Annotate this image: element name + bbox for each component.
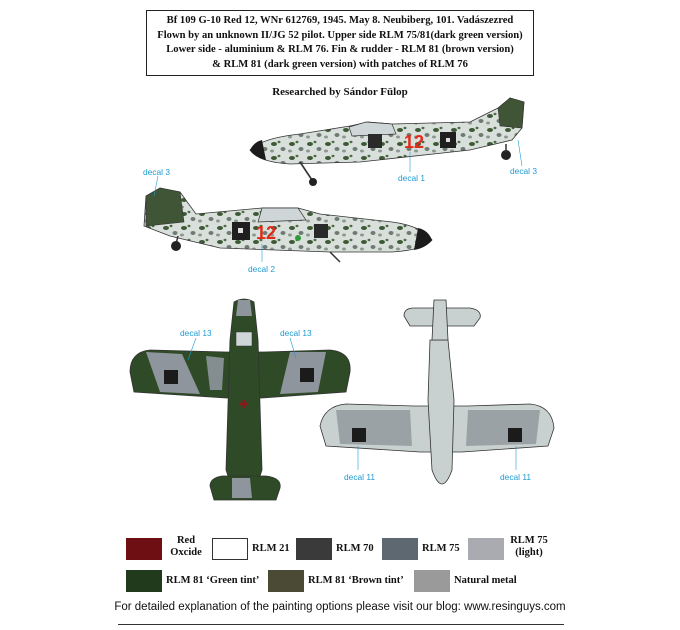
side-profile-lower — [144, 176, 432, 262]
label-rlm-21: RLM 21 — [252, 543, 290, 554]
swatch-rlm-21 — [212, 538, 248, 560]
label-rlm-81-brown: RLM 81 ‘Brown tint’ — [308, 575, 404, 586]
decal-11-label-right: decal 11 — [500, 472, 532, 482]
swatch-rlm-75-light — [468, 538, 504, 560]
label-rlm-81-green: RLM 81 ‘Green tint’ — [166, 575, 260, 586]
label-rlm-75: RLM 75 — [422, 543, 460, 554]
label-red-oxide: Red Oxcide — [170, 535, 202, 558]
decal-2-label: decal 2 — [248, 264, 276, 274]
decal-13-label-left: decal 13 — [180, 328, 212, 338]
swatch-red-oxide — [126, 538, 162, 560]
researched-by: Researched by Sándor Fülop — [272, 86, 408, 98]
decal-3-label-left: decal 3 — [143, 167, 171, 177]
label-natural-metal: Natural metal — [454, 575, 517, 586]
decal-1-label: decal 1 — [398, 173, 426, 183]
swatch-rlm-81-brown — [268, 570, 304, 592]
decal-3-label-right: decal 3 — [510, 166, 538, 176]
title-line-3: Lower side - aluminium & RLM 76. Fin & rudder - RLM 81 (brown version) — [166, 44, 514, 55]
title-line-1: Bf 109 G-10 Red 12, WNr 612769, 1945. May 8. Neubiberg, 101. Vadászezred — [166, 15, 514, 26]
swatch-rlm-75 — [382, 538, 418, 560]
label-rlm-70: RLM 70 — [336, 543, 374, 554]
side-profile-upper — [250, 98, 524, 186]
label-rlm-75-light: RLM 75 (light) — [510, 535, 548, 558]
upper-plan-view — [130, 299, 350, 500]
decal-13-label-right: decal 13 — [280, 328, 312, 338]
swatch-natural-metal — [414, 570, 450, 592]
swatch-rlm-70 — [296, 538, 332, 560]
footer-note: For detailed explanation of the painting options please visit our blog: www.resinguys.com — [114, 601, 566, 613]
lower-plan-view — [320, 300, 554, 484]
title-line-2: Flown by an unknown II/JG 52 pilot. Upper side RLM 75/81(dark green version) — [157, 29, 523, 41]
bottom-rule — [118, 624, 564, 625]
title-line-4: & RLM 81 (dark green version) with patches of RLM 76 — [212, 58, 468, 70]
swatch-rlm-81-green — [126, 570, 162, 592]
decal-11-label-left: decal 11 — [344, 472, 376, 482]
aircraft-number-lower: 12 — [256, 223, 277, 243]
aircraft-number-upper: 12 — [404, 132, 425, 152]
